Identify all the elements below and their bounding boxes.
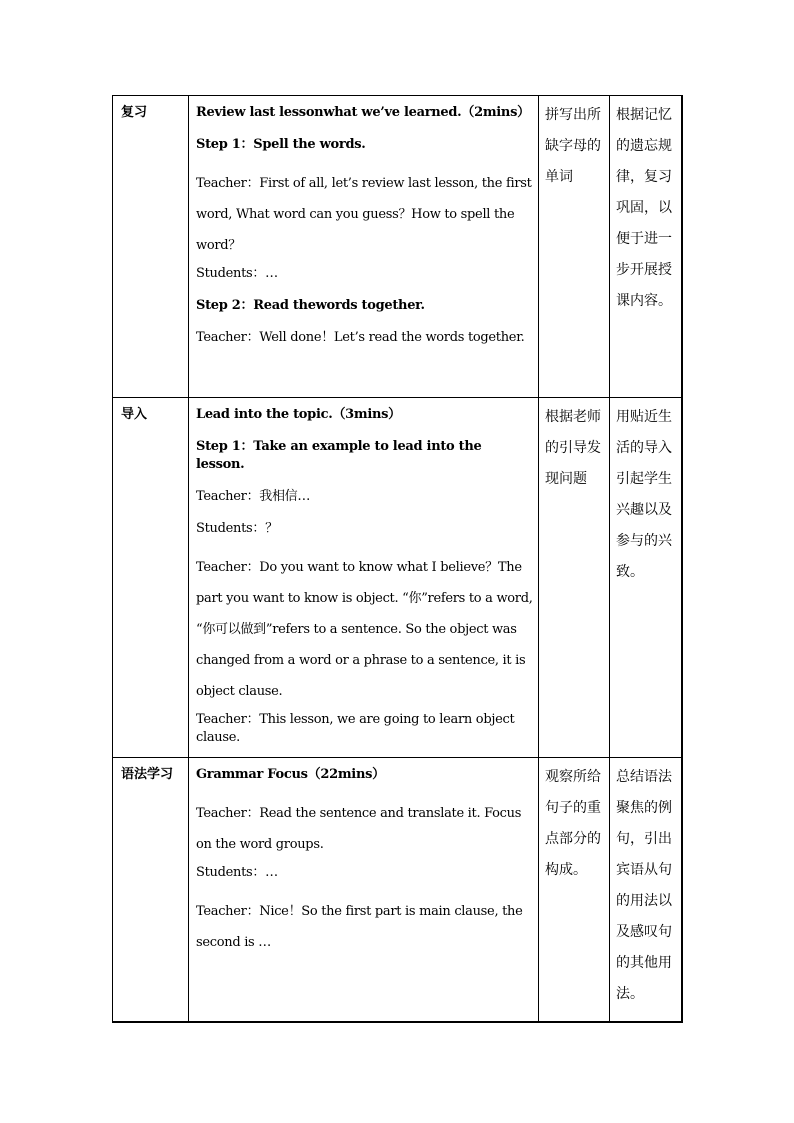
step-heading: Step 2：Read thewords together. [196, 298, 425, 313]
table-row-review [113, 96, 683, 398]
table-row-grammar [113, 758, 683, 1022]
design-purpose-cell [610, 758, 683, 1022]
section-heading: Grammar Focus（22mins） [196, 767, 385, 782]
dialogue-line: Teacher：Do you want to know what I believe？The part you want to know is object. “你”refers to a word, “你可以做到”refers to a sentence. So the object was changed from a word or a phrase to a sentence, it is object clause. [196, 560, 533, 699]
stage-label: 导入 [121, 407, 148, 422]
dialogue-line: Students：… [196, 865, 278, 880]
lesson-plan-table [112, 95, 683, 1023]
student-activity-text: 拼写出所缺字母的单词 [545, 107, 601, 185]
stage-label: 语法学习 [121, 767, 174, 782]
stage-cell [113, 398, 189, 758]
dialogue-line: Students：？ [196, 521, 278, 536]
dialogue-line: Teacher：Well done！Let’s read the words together. [196, 330, 525, 345]
dialogue-line: Teacher：First of all, let’s review last lesson, the first word, What word can you guess？How to spell the word？ [196, 176, 532, 253]
dialogue-line: Teacher：This lesson, we are going to learn object clause. [196, 712, 515, 745]
stage-cell [113, 96, 189, 398]
stage-cell [113, 758, 189, 1022]
table-row-lead-in [113, 398, 683, 758]
design-purpose-text: 总结语法聚焦的例句，引出宾语从句的用法以及感叹句的其他用法。 [616, 769, 672, 1002]
dialogue-line: Students：… [196, 266, 278, 281]
dialogue-line: Teacher：Nice！So the first part is main clause, the second is … [196, 904, 523, 950]
student-activity-cell [539, 96, 610, 398]
step-heading: Step 1：Spell the words. [196, 137, 366, 152]
content-cell [189, 398, 539, 758]
student-activity-text: 根据老师的引导发现问题 [545, 409, 601, 487]
student-activity-cell [539, 398, 610, 758]
design-purpose-cell [610, 398, 683, 758]
section-heading: Review last lessonwhat we’ve learned.（2mins） [196, 105, 530, 120]
step-heading: Step 1：Take an example to lead into the lesson. [196, 439, 482, 472]
stage-label: 复习 [121, 105, 148, 120]
dialogue-line: Teacher：Read the sentence and translate it. Focus on the word groups. [196, 806, 522, 852]
design-purpose-text: 根据记忆的遗忘规律，复习巩固，以便于进一步开展授课内容。 [616, 107, 672, 309]
design-purpose-text: 用贴近生活的导入引起学生兴趣以及参与的兴致。 [616, 409, 672, 580]
dialogue-line: Teacher：我相信… [196, 489, 311, 504]
content-cell [189, 96, 539, 398]
content-cell [189, 758, 539, 1022]
section-heading: Lead into the topic.（3mins） [196, 407, 401, 422]
student-activity-text: 观察所给句子的重点部分的构成。 [545, 769, 601, 878]
design-purpose-cell [610, 96, 683, 398]
student-activity-cell [539, 758, 610, 1022]
